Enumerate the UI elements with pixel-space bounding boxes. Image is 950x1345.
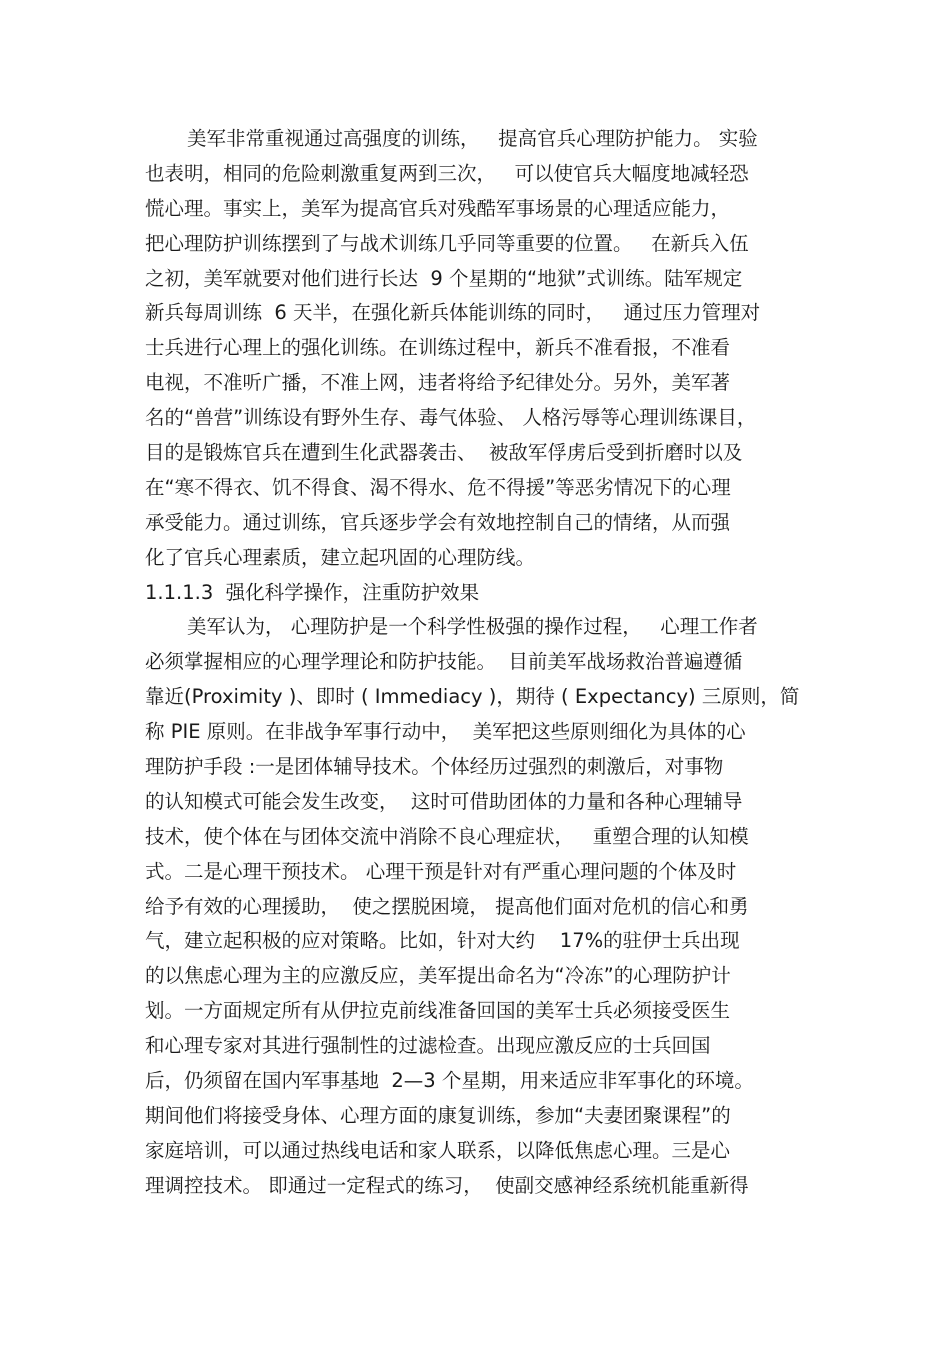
- text-line: 电视，不准听广播，不准上网，违者将给予纪律处分。另外，美军著: [145, 371, 731, 395]
- text-line: 承受能力。通过训练，官兵逐步学会有效地控制自己的情绪，从而强: [145, 510, 731, 534]
- text-line: 把心理防护训练摆到了与战术训练几乎同等重要的位置。 在新兵入伍: [145, 231, 749, 255]
- text-line: 理调控技术。 即通过一定程式的练习， 使副交感神经系统机能重新得: [145, 1173, 749, 1197]
- text-line: 后，仍须留在国内军事基地 2—3 个星期，用来适应非军事化的环境。: [145, 1069, 754, 1093]
- text-line: 的认知模式可能会发生改变， 这时可借助团体的力量和各种心理辅导: [145, 789, 743, 813]
- text-line: 理防护手段 :一是团体辅导技术。个体经历过强烈的刺激后，对事物: [145, 755, 724, 779]
- section-heading: 1.1.1.3 强化科学操作，注重防护效果: [145, 580, 480, 604]
- text-line: 称 PIE 原则。在非战争军事行动中， 美军把这些原则细化为具体的心: [145, 720, 746, 744]
- text-line: 式。二是心理干预技术。 心理干预是针对有严重心理问题的个体及时: [145, 859, 737, 883]
- text-line: 的以焦虑心理为主的应激反应，美军提出命名为“冷冻”的心理防护计: [145, 964, 731, 988]
- text-line: 慌心理。事实上，美军为提高官兵对残酷军事场景的心理适应能力，: [145, 196, 731, 220]
- text-line: 气，建立起积极的应对策略。比如，针对大约 17%的驻伊士兵出现: [145, 929, 740, 953]
- text-line: 士兵进行心理上的强化训练。在训练过程中，新兵不准看报，不准看: [145, 336, 731, 360]
- text-line: 在“寒不得衣、饥不得食、渴不得水、危不得援”等恶劣情况下的心理: [145, 475, 731, 499]
- text-line: 家庭培训，可以通过热线电话和家人联系，以降低焦虑心理。三是心: [145, 1138, 731, 1162]
- text-line: 美军非常重视通过高强度的训练， 提高官兵心理防护能力。 实验: [187, 127, 758, 150]
- body-text: [145, 122, 825, 1204]
- text-line: 和心理专家对其进行强制性的过滤检查。出现应激反应的士兵回国: [145, 1034, 711, 1058]
- text-line: 化了官兵心理素质，建立起巩固的心理防线。: [145, 545, 536, 569]
- text-line: 之初，美军就要对他们进行长达 9 个星期的“地狱”式训练。陆军规定: [145, 266, 743, 290]
- text-line: 给予有效的心理援助， 使之摆脱困境， 提高他们面对危机的信心和勇: [145, 894, 749, 918]
- text-line: 名的“兽营”训练设有野外生存、毒气体验、 人格污辱等心理训练课目，: [145, 406, 757, 430]
- text-line: 期间他们将接受身体、心理方面的康复训练，参加“夫妻团聚课程”的: [145, 1103, 731, 1127]
- text-line: 目的是锻炼官兵在遭到生化武器袭击、 被敌军俘虏后受到折磨时以及: [145, 441, 743, 465]
- text-line: 美军认为， 心理防护是一个科学性极强的操作过程， 心理工作者: [187, 615, 758, 639]
- text-line: 也表明，相同的危险刺激重复两到三次， 可以使官兵大幅度地减轻恐: [145, 161, 749, 185]
- text-line: 靠近(Proximity )、即时 ( Immediacy )，期待 ( Expectancy) 三原则，简: [145, 685, 800, 709]
- text-line: 技术，使个体在与团体交流中消除不良心理症状， 重塑合理的认知模: [145, 824, 749, 848]
- text-line: 新兵每周训练 6 天半，在强化新兵体能训练的同时， 通过压力管理对: [145, 301, 761, 325]
- text-line: 必须掌握相应的心理学理论和防护技能。 目前美军战场救治普遍遵循: [145, 650, 743, 674]
- text-line: 划。一方面规定所有从伊拉克前线准备回国的美军士兵必须接受医生: [145, 999, 731, 1023]
